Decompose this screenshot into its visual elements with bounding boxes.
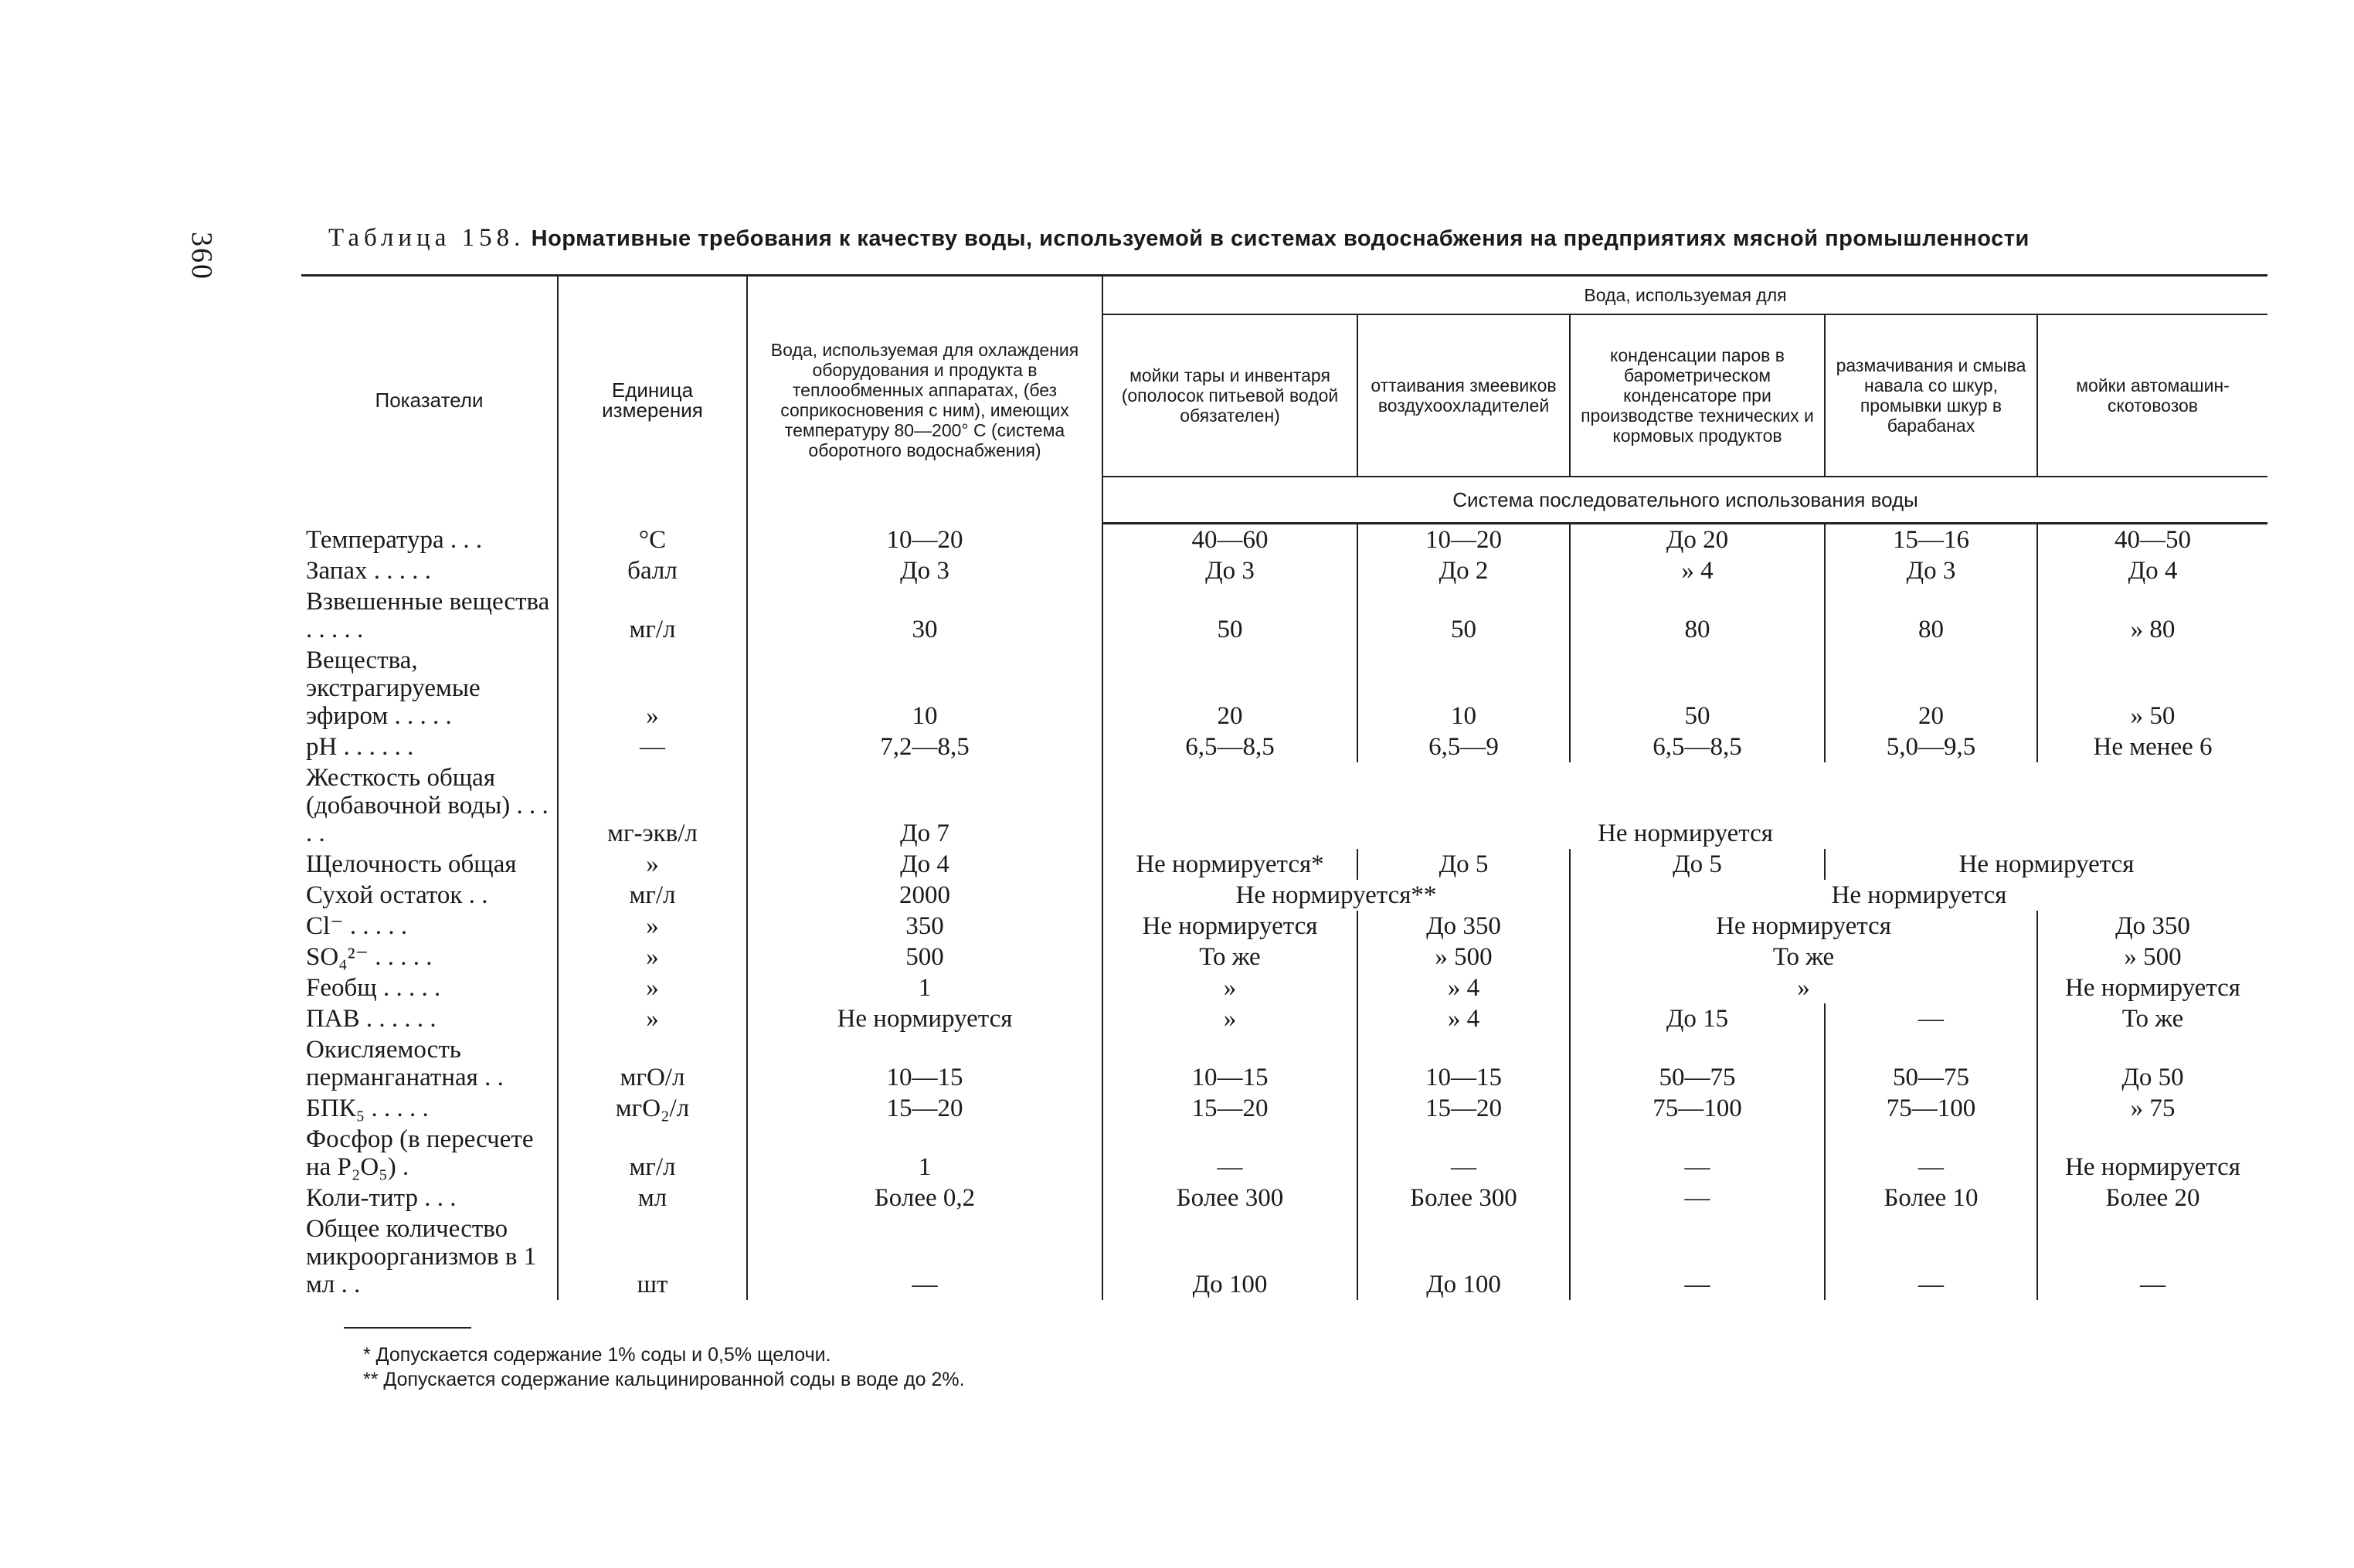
cell-washing-trucks: Не нормируется <box>2037 972 2267 1003</box>
cell-condensation: 50 <box>1570 645 1825 731</box>
table-row <box>301 1124 2267 1183</box>
row-label: Коли-титр . . . <box>306 1184 457 1212</box>
row-unit: мг/л <box>558 586 747 645</box>
cell-cooling: 7,2—8,5 <box>747 731 1102 762</box>
header-system: Система последовательного использования воды <box>1102 477 2267 524</box>
cell-merged: Не нормируется <box>1570 880 2267 911</box>
cell-washing-trucks: Не нормируется <box>2037 1124 2267 1183</box>
cell-condensation: 80 <box>1570 586 1825 645</box>
cell-cooling: 1 <box>747 972 1102 1003</box>
page-number: 360 <box>185 232 218 280</box>
header-sub-washing-containers: мойки тары и инвентаря (ополосок питьевой водой обязателен) <box>1102 314 1357 477</box>
cell-cooling: 350 <box>747 911 1102 942</box>
cell-cooling: До 4 <box>747 849 1102 880</box>
cell-washing-trucks: До 4 <box>2037 555 2267 586</box>
cell-washing-containers: До 100 <box>1102 1213 1357 1300</box>
header-cooling: Вода, используемая для охлаждения оборудования и продукта в теплообменных аппаратах, (без соприкосновения с ним), имеющих температуру 80—200° С (система оборотного водоснабжения) <box>747 276 1102 524</box>
row-label: Температура . . . <box>306 526 483 554</box>
row-label: Щелочность общая <box>306 850 517 878</box>
cell-defrosting: — <box>1357 1124 1570 1183</box>
cell-merged: Не нормируется** <box>1102 880 1570 911</box>
cell-washing-containers: 15—20 <box>1102 1093 1357 1124</box>
row-unit: » <box>558 1003 747 1034</box>
row-label: Общее количество микроорганизмов в 1 мл . . <box>306 1215 537 1298</box>
cell-soaking-hides: — <box>1825 1003 2037 1034</box>
table-row <box>301 880 2267 911</box>
cell-condensation: — <box>1570 1183 1825 1213</box>
cell-condensation: » 4 <box>1570 555 1825 586</box>
cell-washing-containers: До 3 <box>1102 555 1357 586</box>
header-sub-defrosting: оттаивания змеевиков воздухоохладителей <box>1357 314 1570 477</box>
row-label: БПК₅ . . . . . <box>306 1095 429 1122</box>
row-unit: мг/л <box>558 880 747 911</box>
cell-soaking-hides: 50—75 <box>1825 1034 2037 1093</box>
cell-condensation: 6,5—8,5 <box>1570 731 1825 762</box>
cell-washing-containers: » <box>1102 1003 1357 1034</box>
cell-condensation: До 20 <box>1570 524 1825 556</box>
cell-washing-trucks: Не менее 6 <box>2037 731 2267 762</box>
row-unit: » <box>558 849 747 880</box>
cell-defrosting: До 5 <box>1357 849 1570 880</box>
cell-condensation: — <box>1570 1124 1825 1183</box>
cell-washing-containers: То же <box>1102 942 1357 972</box>
cell-defrosting: » 500 <box>1357 942 1570 972</box>
cell-cooling: 15—20 <box>747 1093 1102 1124</box>
cell-washing-trucks: До 350 <box>2037 911 2267 942</box>
row-unit: мл <box>558 1183 747 1213</box>
cell-cooling: Не нормируется <box>747 1003 1102 1034</box>
row-label: Запах . . . . . <box>306 557 432 585</box>
cell-defrosting: 10—20 <box>1357 524 1570 556</box>
cell-washing-containers: 10—15 <box>1102 1034 1357 1093</box>
cell-defrosting: » 4 <box>1357 1003 1570 1034</box>
table-row <box>301 911 2267 942</box>
footnote-divider <box>344 1327 471 1329</box>
row-unit: » <box>558 942 747 972</box>
table-row <box>301 1093 2267 1124</box>
cell-washing-trucks: Более 20 <box>2037 1183 2267 1213</box>
row-label: SO₄²⁻ . . . . . <box>306 943 433 971</box>
cell-cooling: 1 <box>747 1124 1102 1183</box>
row-label: Cl⁻ . . . . . <box>306 912 408 940</box>
row-label: Сухой остаток . . <box>306 881 488 909</box>
cell-merged: То же <box>1570 942 2037 972</box>
row-label: ПАВ . . . . . . <box>306 1005 436 1033</box>
table-row <box>301 645 2267 731</box>
cell-defrosting: 6,5—9 <box>1357 731 1570 762</box>
row-unit: мгО/л <box>558 1034 747 1093</box>
row-label: Взвешенные вещества . . . . . <box>306 588 550 643</box>
row-unit: » <box>558 972 747 1003</box>
cell-cooling: До 7 <box>747 762 1102 849</box>
cell-defrosting: 50 <box>1357 586 1570 645</box>
row-label: Окисляемость перманганатная . . <box>306 1036 504 1091</box>
cell-cooling: Более 0,2 <box>747 1183 1102 1213</box>
cell-cooling: 10—20 <box>747 524 1102 556</box>
table-row <box>301 849 2267 880</box>
row-unit: » <box>558 911 747 942</box>
cell-condensation: 75—100 <box>1570 1093 1825 1124</box>
footnote-2: ** Допускается содержание кальцинированной соды в воде до 2%. <box>363 1369 965 1390</box>
requirements-table <box>301 274 2267 1300</box>
cell-washing-containers: — <box>1102 1124 1357 1183</box>
table-caption <box>328 224 2260 253</box>
cell-defrosting: Более 300 <box>1357 1183 1570 1213</box>
cell-soaking-hides: 75—100 <box>1825 1093 2037 1124</box>
cell-washing-trucks: То же <box>2037 1003 2267 1034</box>
row-unit: балл <box>558 555 747 586</box>
cell-soaking-hides: 15—16 <box>1825 524 2037 556</box>
table-row <box>301 1034 2267 1093</box>
header-indicator: Показатели <box>301 276 558 524</box>
cell-condensation: До 5 <box>1570 849 1825 880</box>
cell-cooling: — <box>747 1213 1102 1300</box>
cell-soaking-hides: 80 <box>1825 586 2037 645</box>
cell-cooling: 10 <box>747 645 1102 731</box>
table-row <box>301 1213 2267 1300</box>
cell-washing-containers: Не нормируется <box>1102 911 1357 942</box>
cell-washing-trucks: — <box>2037 1213 2267 1300</box>
cell-washing-trucks: » 50 <box>2037 645 2267 731</box>
row-unit: мг/л <box>558 1124 747 1183</box>
table-title: Нормативные требования к качеству воды, используемой в системах водоснабжения на предприятиях мясной промышленности <box>531 226 2030 251</box>
cell-defrosting: До 100 <box>1357 1213 1570 1300</box>
cell-washing-trucks: » 75 <box>2037 1093 2267 1124</box>
cell-soaking-hides: — <box>1825 1124 2037 1183</box>
cell-merged: Не нормируется <box>1102 762 2267 849</box>
cell-washing-containers: Не нормируется* <box>1102 849 1357 880</box>
header-sub-washing-trucks: мойки автомашин-скотовозов <box>2037 314 2267 477</box>
cell-defrosting: 15—20 <box>1357 1093 1570 1124</box>
cell-cooling: До 3 <box>747 555 1102 586</box>
header-sub-condensation: конденсации паров в барометрическом конденсаторе при производстве технических и кормовых продуктов <box>1570 314 1825 477</box>
cell-condensation: — <box>1570 1213 1825 1300</box>
header-used-for: Вода, используемая для <box>1102 276 2267 315</box>
cell-condensation: До 15 <box>1570 1003 1825 1034</box>
table-row <box>301 1003 2267 1034</box>
table-row <box>301 731 2267 762</box>
table-number: Таблица 158. <box>328 224 525 252</box>
cell-cooling: 10—15 <box>747 1034 1102 1093</box>
cell-washing-trucks: До 50 <box>2037 1034 2267 1093</box>
cell-washing-trucks: » 500 <box>2037 942 2267 972</box>
cell-defrosting: До 350 <box>1357 911 1570 942</box>
table-row <box>301 762 2267 849</box>
row-label: Жесткость общая (добавочной воды) . . . . . <box>306 764 549 847</box>
header-unit: Единица измерения <box>558 276 747 524</box>
row-unit: — <box>558 731 747 762</box>
cell-defrosting: До 2 <box>1357 555 1570 586</box>
table-row <box>301 1183 2267 1213</box>
cell-washing-containers: 40—60 <box>1102 524 1357 556</box>
row-label: Фосфор (в пересчете на P₂O₅) . <box>306 1125 534 1181</box>
row-unit: мгО₂/л <box>558 1093 747 1124</box>
cell-washing-containers: 6,5—8,5 <box>1102 731 1357 762</box>
table-row <box>301 555 2267 586</box>
cell-merged: Не нормируется <box>1825 849 2267 880</box>
header-sub-soaking-hides: размачивания и смыва навала со шкур, промывки шкур в барабанах <box>1825 314 2037 477</box>
cell-soaking-hides: 5,0—9,5 <box>1825 731 2037 762</box>
row-label: Feобщ . . . . . <box>306 974 441 1002</box>
cell-washing-containers: » <box>1102 972 1357 1003</box>
cell-soaking-hides: Более 10 <box>1825 1183 2037 1213</box>
cell-cooling: 500 <box>747 942 1102 972</box>
cell-washing-trucks: » 80 <box>2037 586 2267 645</box>
row-unit: шт <box>558 1213 747 1300</box>
table-row <box>301 524 2267 556</box>
cell-defrosting: 10 <box>1357 645 1570 731</box>
cell-cooling: 2000 <box>747 880 1102 911</box>
cell-condensation: 50—75 <box>1570 1034 1825 1093</box>
row-unit: мг-экв/л <box>558 762 747 849</box>
cell-soaking-hides: — <box>1825 1213 2037 1300</box>
cell-cooling: 30 <box>747 586 1102 645</box>
table-row <box>301 942 2267 972</box>
row-label: Вещества, экстрагируемые эфиром . . . . . <box>306 647 481 730</box>
cell-soaking-hides: До 3 <box>1825 555 2037 586</box>
cell-merged: » <box>1570 972 2037 1003</box>
table-row <box>301 586 2267 645</box>
cell-washing-trucks: 40—50 <box>2037 524 2267 556</box>
cell-merged: Не нормируется <box>1570 911 2037 942</box>
cell-defrosting: » 4 <box>1357 972 1570 1003</box>
cell-washing-containers: Более 300 <box>1102 1183 1357 1213</box>
row-label: pH . . . . . . <box>306 733 414 761</box>
cell-washing-containers: 20 <box>1102 645 1357 731</box>
row-unit: °C <box>558 524 747 556</box>
row-unit: » <box>558 645 747 731</box>
table-row <box>301 972 2267 1003</box>
cell-washing-containers: 50 <box>1102 586 1357 645</box>
footnote-1: * Допускается содержание 1% соды и 0,5% щелочи. <box>363 1344 831 1366</box>
cell-defrosting: 10—15 <box>1357 1034 1570 1093</box>
cell-soaking-hides: 20 <box>1825 645 2037 731</box>
